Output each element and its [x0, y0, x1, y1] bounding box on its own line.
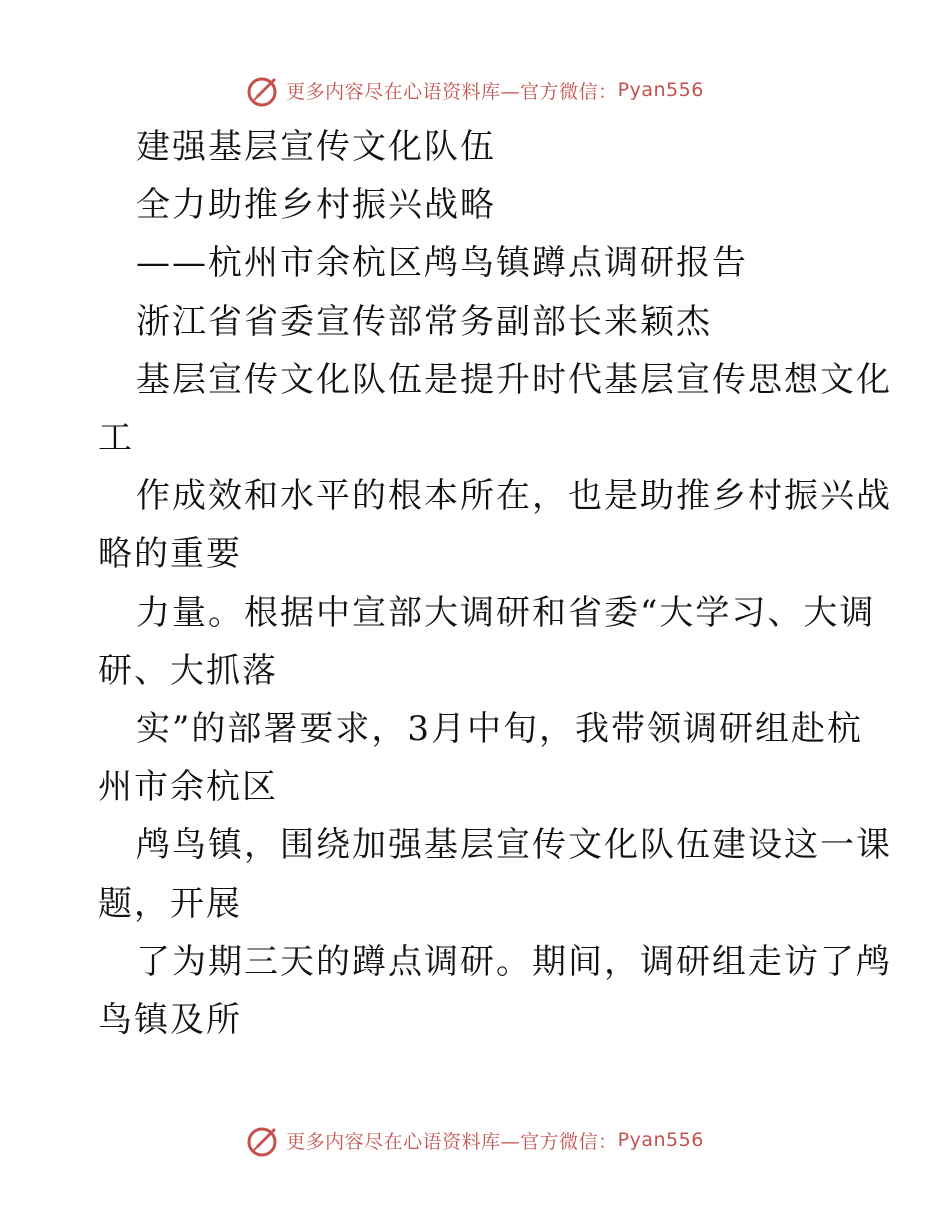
- paragraph-line: 建强基层宣传文化队伍: [136, 127, 496, 167]
- continuation-line: 工: [98, 418, 134, 458]
- continuation-line: 鸟镇及所: [98, 1000, 242, 1040]
- watermark-footer: [0, 1122, 950, 1158]
- paragraph-line: 实”的部署要求，3月中旬，我带领调研组赴杭: [136, 709, 864, 749]
- watermark-text: 更多内容尽在心语资料库—官方微信：: [286, 1130, 618, 1153]
- paragraph-line: ——杭州市余杭区鸬鸟镇蹲点调研报告: [136, 243, 748, 284]
- paragraph-line: 了为期三天的蹲点调研。期间，调研组走访了鸬: [136, 941, 892, 982]
- watermark-wechat-id: Pyan556: [617, 79, 704, 101]
- paragraph-line: 鸬鸟镇，围绕加强基层宣传文化队伍建设这一课: [136, 825, 892, 866]
- paragraph-line: 浙江省省委宣传部常务副部长来颖杰: [136, 301, 712, 342]
- paragraph-line: 全力助推乡村振兴战略: [136, 185, 496, 226]
- watermark-text: 更多内容尽在心语资料库—官方微信：: [286, 80, 618, 103]
- continuation-line: 州市余杭区: [98, 767, 278, 808]
- watermark-wechat-id: Pyan556: [617, 1129, 704, 1151]
- watermark-header: [0, 72, 950, 108]
- continuation-line: 研、大抓落: [98, 650, 278, 691]
- continuation-line: 题，开展: [98, 883, 242, 924]
- logo-icon: [246, 72, 282, 108]
- paragraph-line: 基层宣传文化队伍是提升时代基层宣传思想文化: [136, 359, 892, 400]
- continuation-line: 略的重要: [98, 534, 242, 575]
- logo-icon: [246, 1122, 282, 1158]
- paragraph-line: 作成效和水平的根本所在，也是助推乡村振兴战: [136, 476, 892, 517]
- paragraph-line: 力量。根据中宣部大调研和省委“大学习、大调: [136, 592, 876, 633]
